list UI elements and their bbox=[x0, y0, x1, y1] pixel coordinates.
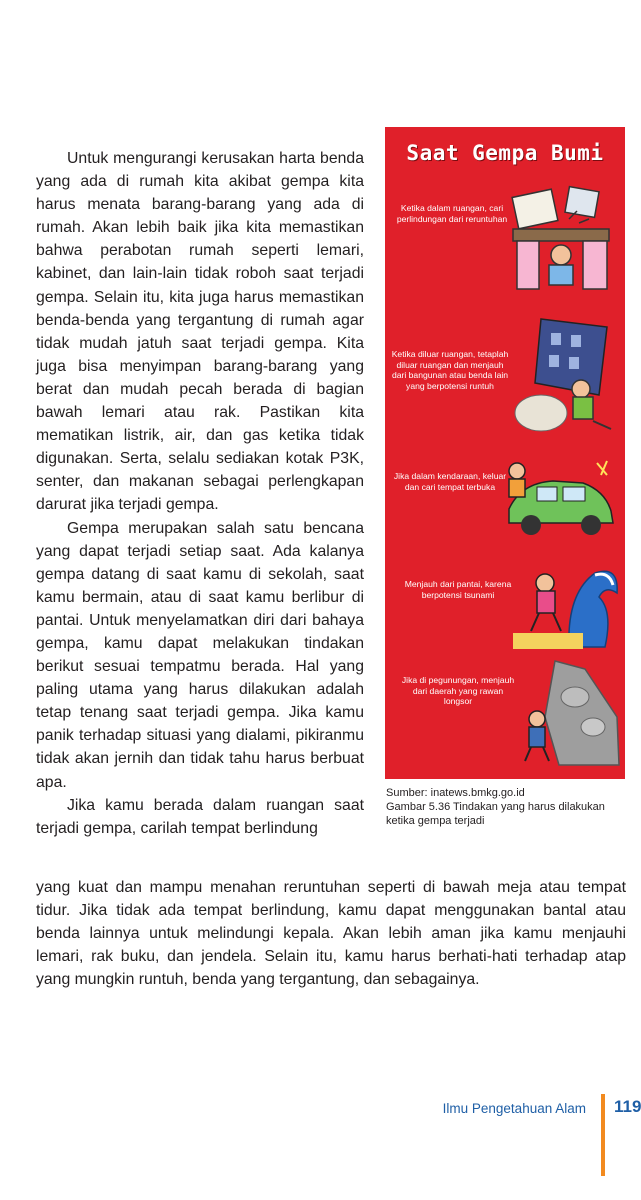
leaving-car-illustration bbox=[501, 457, 623, 543]
caption-source: Sumber: inatews.bmkg.go.id bbox=[386, 787, 525, 799]
tip-beach: Menjauh dari pantai, karena berpotensi tsunami bbox=[404, 579, 512, 600]
tip-indoors: Ketika dalam ruangan, cari perlindungan dari reruntuhan bbox=[396, 203, 508, 224]
paragraph-2: Gempa merupakan salah satu bencana yang dapat terjadi setiap saat. Ada kalanya gempa datang di saat kamu di sekolah, saat kamu bermain, atau di saat kamu berlibur di pantai. Untuk menyelamatkan diri dari bahaya gempa, kamu dapat melakukan tindakan berikut sesuai tempatmu berada. Hal yang paling utama yang harus dilakukan adalah tetap tenang saat terjadi gempa. Jika kamu panik terhadap situasi yang dialami, pikiranmu tidak akan jernih dan tidak tahu harus berbuat apa. bbox=[36, 519, 364, 791]
paragraph-1: Untuk mengurangi kerusakan harta benda yang ada di rumah kita akibat gempa kita harus menata barang-barang yang ada di rumah. Akan lebih baik jika kita memastikan bahwa perabotan rumah seperti lemari, kabinet, dan lain-lain tidak roboh saat terjadi gempa. Selain itu, kita juga harus memastikan benda-benda yang tergantung di rumah agar tidak mudah jatuh saat terjadi gempa. Kita juga bisa menyimpan barang-barang yang berat dan mudah pecah berada di bagian bawah lemari atau rak. Pastikan kita mematikan listrik, air, dan gas ketika tidak digunakan. Serta, selalu sediakan kotak P3K, senter, dan makanan sebagai perlengkapan darurat jika terjadi gempa. bbox=[36, 150, 364, 514]
footer-accent-bar bbox=[601, 1094, 605, 1176]
tip-mountains: Jika di pegunungan, menjauh dari daerah yang rawan longsor bbox=[401, 675, 515, 706]
caption-figure-title: Gambar 5.36 Tindakan yang harus dilakukan ketika gempa terjadi bbox=[386, 801, 605, 827]
falling-building-illustration bbox=[511, 317, 621, 435]
paragraph-3-continued: yang kuat dan mampu menahan reruntuhan seperti di bawah meja atau tempat tidur. Jika tidak ada tempat berlindung, kamu dapat menggunakan bantal atau benda lainnya untuk melindungi kepala. Akan lebih aman jika kamu menjauhi lemari, rak buku, dan jendela. Selain itu, kamu harus berhati-hati terhadap atap yang mungkin runtuh, benda yang tergantung, dan sebagainya. bbox=[36, 879, 626, 989]
paragraph-3-start: Jika kamu berada dalam ruangan saat terjadi gempa, carilah tempat berlindung bbox=[36, 796, 364, 837]
page-number: 119 bbox=[614, 1097, 641, 1116]
panel-title: Saat Gempa Bumi bbox=[406, 141, 604, 165]
hiding-under-desk-illustration bbox=[509, 185, 621, 295]
landslide-illustration bbox=[515, 657, 621, 767]
figure-caption bbox=[386, 786, 626, 828]
body-text-full-width bbox=[36, 876, 626, 991]
body-text-column bbox=[36, 147, 364, 840]
footer-subject: Ilmu Pengetahuan Alam bbox=[442, 1101, 586, 1116]
tsunami-wave-illustration bbox=[509, 563, 621, 651]
tip-outdoors: Ketika diluar ruangan, tetaplah diluar ruangan dan menjauh dari bangunan atau benda lain yang berpotensi runtuh bbox=[391, 349, 509, 391]
tip-in-vehicle: Jika dalam kendaraan, keluar dan cari tempat terbuka bbox=[393, 471, 507, 492]
earthquake-infographic-panel bbox=[385, 127, 625, 779]
